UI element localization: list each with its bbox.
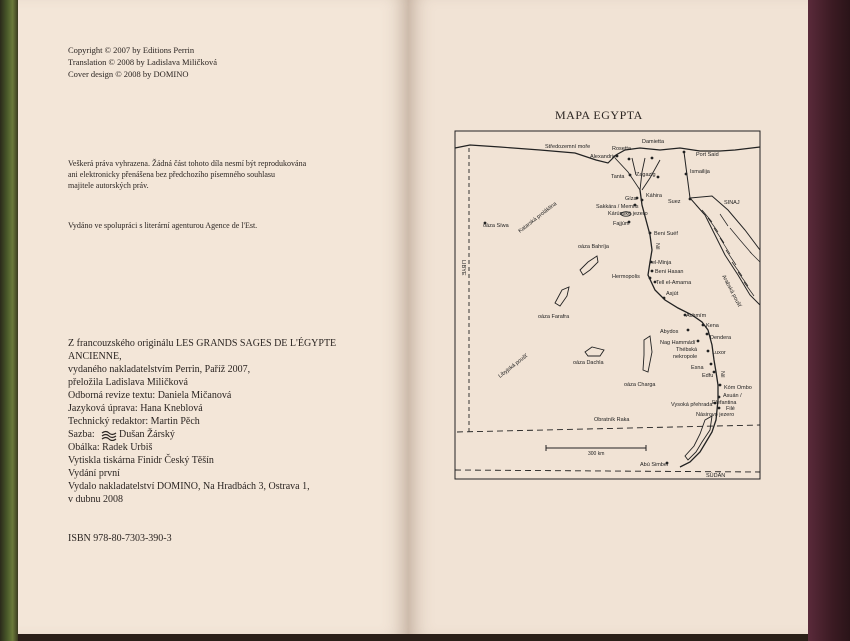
label-kahira: Káhira (646, 193, 662, 199)
isbn: ISBN 978-80-7303-390-3 (68, 533, 172, 544)
label-sakkara: Sakkára / Memfis (596, 204, 639, 210)
label-arabska: Arabská poušť (720, 274, 743, 309)
credit-line-11: Vydání první (68, 468, 120, 479)
bahrija-oasis (580, 256, 598, 275)
copyright-line-2: Translation © 2008 by Ladislava Miličková (68, 57, 217, 67)
label-sinaj: SINAJ (724, 200, 740, 206)
label-nil-south: Nil (719, 371, 725, 378)
label-elefantina: Elefantina (712, 400, 737, 406)
label-zagazig: Zagazig (636, 172, 656, 178)
label-damietta: Damietta (642, 139, 665, 145)
label-abusimbel: Abú Simbel (640, 462, 669, 468)
label-libyjska: Libyjská poušť (497, 353, 530, 380)
label-vysoka: Vysoká přehrada (671, 402, 713, 408)
label-alexandrie: Alexandrie (590, 154, 616, 160)
label-siwa: oáza Síwa (483, 223, 509, 229)
farafra-oasis (555, 287, 569, 306)
credit-line-2: ANCIENNE, (68, 351, 122, 362)
credit-line-10: Vytiskla tiskárna Finidr Český Těšín (68, 455, 214, 466)
label-scale: 300 km (588, 451, 605, 457)
label-dendera: Dendera (710, 335, 732, 341)
label-gize: Gíza (625, 196, 637, 202)
red-sea (690, 196, 760, 305)
rights-line-1: Veškerá práva vyhrazena. Žádná část tohoto díla nesmí být reprodukována (68, 159, 307, 168)
credit-line-4: přeložila Ladislava Miličková (68, 377, 188, 388)
label-stredozemni: Středozemní moře (545, 144, 591, 150)
label-esna: Esna (691, 365, 704, 371)
copyright-line-3: Cover design © 2008 by DOMINO (68, 69, 189, 79)
label-amarna: Tell el-Amarna (656, 280, 692, 286)
cover-edge-right (808, 0, 850, 641)
label-benisuef: Beni Suéf (654, 231, 678, 237)
credit-line-5: Odborná revize textu: Daniela Mičanová (68, 390, 232, 401)
copyright-line-1: Copyright © 2007 by Editions Perrin (68, 45, 195, 55)
label-charga: oáza Charga (624, 382, 656, 388)
label-benihasan: Beni Hasan (655, 269, 684, 275)
label-karunske: Kárúnské jezero (608, 211, 648, 217)
label-dachla: oáza Dachla (573, 360, 604, 366)
credit-line-1: Z francouzského originálu LES GRANDS SAGES DE L'ÉGYPTE (68, 338, 337, 349)
credit-line-12: Vydalo nakladatelství DOMINO, Na Hradbách 3, Ostrava 1, (68, 481, 310, 492)
label-libye: LIBYE (460, 260, 466, 276)
label-file: Filé (726, 406, 735, 412)
credit-line-13: v dubnu 2008 (68, 494, 123, 505)
credit-line-sazba: Sazba: (68, 429, 95, 440)
label-katarska: Katarská proláklina (517, 201, 559, 235)
label-nekropole: nekropole (673, 354, 698, 360)
charga-oasis (643, 336, 652, 372)
label-abydos: Abydos (660, 329, 679, 335)
label-ismailija: Ismailija (690, 169, 710, 175)
label-nil-north: Nil (654, 243, 660, 250)
label-naghammadi: Nag Hammádí (660, 340, 696, 346)
credit-line-9: Obálka: Radek Urbiš (68, 442, 153, 453)
label-asjut: Asjút (666, 291, 679, 297)
label-rosetta: Rosetta (612, 146, 631, 152)
map-title: MAPA EGYPTA (555, 108, 643, 122)
credit-line-3: vydaného nakladatelstvím Perrin, Paříž 2007, (68, 364, 251, 375)
label-theby: Thébská (676, 347, 698, 353)
label-suez: Suez (668, 199, 681, 205)
label-tanta: Tanta (611, 174, 625, 180)
agency-note: Vydáno ve spolupráci s literární agenturou Agence de l'Est. (68, 221, 258, 230)
credit-line-7: Technický redaktor: Martin Pěch (68, 416, 200, 427)
label-minja: el-Minja (652, 260, 672, 266)
credit-line-typesetter: Dušan Žárský (119, 429, 175, 440)
label-edfu: Edfu (702, 373, 714, 379)
label-sudan: SÚDÁN (706, 473, 726, 479)
rights-line-2: ani elektronicky přenášena bez předchozího písemného souhlasu (68, 170, 276, 179)
typesetter-logo-icon (101, 430, 117, 441)
label-hermopolis: Hermopolis (612, 274, 640, 280)
label-naser: Násirovo jezero (696, 412, 735, 418)
book-bottom-edge (18, 634, 808, 641)
label-obratnik: Obratník Raka (594, 417, 630, 423)
label-bahrija: oáza Bahríja (578, 244, 609, 250)
label-komombo: Kóm Ombo (724, 385, 752, 391)
label-asuan: Asuán / (723, 393, 742, 399)
egypt-map (408, 0, 808, 634)
label-achmim: Achmím (686, 313, 707, 319)
label-farafra: oáza Farafra (538, 314, 570, 320)
label-luxor: Luxor (712, 350, 726, 356)
sudan-border (455, 470, 760, 472)
dachla-oasis (585, 347, 604, 356)
label-fajjum: Fajjúm (613, 221, 630, 227)
rights-line-3: majitele autorských práv. (68, 181, 149, 190)
label-kena: Kena (706, 323, 719, 329)
label-portsaid: Port Said (696, 152, 719, 158)
suez-canal (684, 152, 690, 198)
cover-edge-left (0, 0, 18, 641)
credit-line-6: Jazyková úprava: Hana Kneblová (68, 403, 203, 414)
